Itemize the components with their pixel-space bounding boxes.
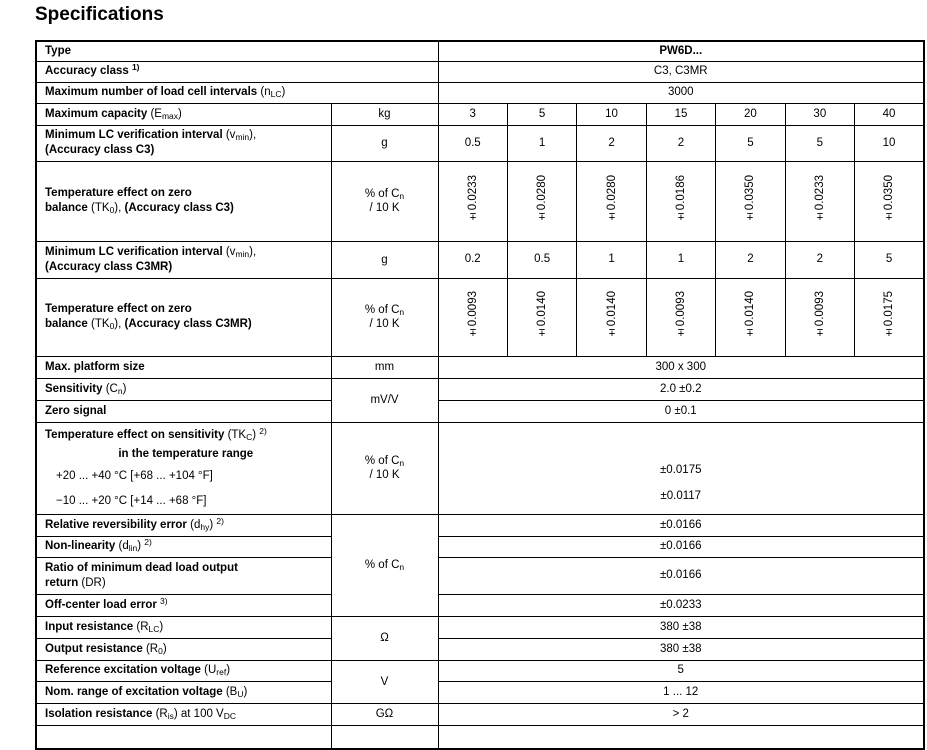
value-cell: 2 [785,241,854,278]
unit-cell: g [331,125,438,161]
value-cell [646,161,715,241]
value-cell: 10 [855,125,924,161]
value-cell [646,278,715,356]
type-value: PW6D... [438,41,924,61]
value-cell: > 2 [438,703,924,725]
row-label: Reference excitation voltage $(U_{ref})$ [36,660,331,681]
row-min-lc-c3 [36,125,924,161]
row-min-lc-c3mr [36,241,924,278]
value-cell [507,161,576,241]
row-off-center-error [36,594,924,616]
value-cell: 380 ±38 [438,616,924,638]
vertical-value: ±0.0140 [605,290,618,339]
value-cell [577,161,646,241]
unit-cell: mm [331,356,438,378]
label-line: in the temperature range [118,447,254,460]
row-reference-voltage [36,660,924,681]
row-label: Off-center load error $^{3)}$ [36,594,331,616]
value-cell [785,278,854,356]
unit-cell: % of $C_n$ / 10 K [331,161,438,241]
value-cell: 3 [438,103,507,125]
value-cell: ±0.0166 [438,536,924,557]
row-reversibility-error [36,514,924,536]
row-temp-zero-c3mr [36,278,924,356]
value-cell: 20 [716,103,785,125]
row-label: Isolation resistance $(R_{is})$ at 100 $V_{DC}$ [36,703,331,725]
row-max-capacity [36,103,924,125]
row-label: Accuracy class $^{1)}$ [36,61,438,82]
value-cell: 5 [438,660,924,681]
row-non-linearity [36,536,924,557]
page-title: Specifications [35,4,164,25]
value-cell: 2 [716,241,785,278]
row-platform-size [36,356,924,378]
value-cell: 10 [577,103,646,125]
value-cell: 1 [646,241,715,278]
row-label: Output resistance $(R_0)$ [36,638,331,660]
unit-cell [331,725,438,749]
value-cell: 5 [785,125,854,161]
vertical-value: ±0.0093 [813,290,826,339]
value-cell [855,161,924,241]
row-zero-signal [36,400,924,422]
unit-cell: Ω [331,616,438,660]
value-cell [785,161,854,241]
vertical-value: ±0.0233 [813,174,826,223]
row-label: Temperature effect on zero balance $(TK_0)$, (Accuracy class C3) [36,161,331,241]
vertical-value: ±0.0093 [466,290,479,339]
row-label: Maximum capacity $(E_{max})$ [36,103,331,125]
value-cell: 40 [855,103,924,125]
value-cell [855,278,924,356]
row-isolation-resistance [36,703,924,725]
row-label [36,422,331,514]
vertical-value: ±0.0140 [744,290,757,339]
value-cell: 2.0 ±0.2 [438,378,924,400]
label-line: −10 ... +20 °C [+14 ... +68 °F] [56,494,207,507]
value-cell: 380 ±38 [438,638,924,660]
value-cell: 2 [646,125,715,161]
value-cell: 5 [716,125,785,161]
unit-cell: g [331,241,438,278]
row-label: Temperature effect on zero balance $(TK_0)$, (Accuracy class C3MR) [36,278,331,356]
value-cell [716,161,785,241]
vertical-value: ±0.0350 [744,174,757,223]
accuracy-value: C3, C3MR [438,61,924,82]
unit-cell: % of $C_n$ / 10 K [331,278,438,356]
value-cell [577,278,646,356]
value-cell: 2 [577,125,646,161]
row-label: Minimum LC verification interval $(v_{min})$, (Accuracy class C3MR) [36,241,331,278]
vertical-value: ±0.0093 [674,290,687,339]
value-cell [507,278,576,356]
value-cell: 0.5 [507,241,576,278]
value-cell: 1 [577,241,646,278]
intervals-value: 3000 [438,82,924,103]
vertical-value: ±0.0140 [536,290,549,339]
row-label: Nom. range of excitation voltage $(B_U)$ [36,681,331,703]
value-cell: ±0.0166 [438,557,924,594]
row-max-intervals [36,82,924,103]
value-cell: 0.2 [438,241,507,278]
value-cell [438,278,507,356]
row-output-resistance [36,638,924,660]
row-accuracy-class [36,61,924,82]
value-cell [438,161,507,241]
specifications-table [35,40,925,750]
value-cell: 1 ... 12 [438,681,924,703]
row-label: Maximum number of load cell intervals $(n_{LC})$ [36,82,438,103]
row-partial-clipped [36,725,924,749]
row-dead-load-return [36,557,924,594]
value-line: ±0.0117 [660,489,702,502]
value-cell [438,422,924,514]
unit-cell: kg [331,103,438,125]
value-cell: 15 [646,103,715,125]
vertical-value: ±0.0280 [605,174,618,223]
value-cell: 5 [507,103,576,125]
row-temp-sensitivity [36,422,924,514]
row-label: Max. platform size [36,356,331,378]
row-excitation-range [36,681,924,703]
row-label: Sensitivity $(C_n)$ [36,378,331,400]
row-input-resistance [36,616,924,638]
row-label: Relative reversibility error $(d_{hy})$ $^{2)}$ [36,514,331,536]
value-cell: 30 [785,103,854,125]
row-label: Minimum LC verification interval $(v_{min})$, (Accuracy class C3) [36,125,331,161]
row-sensitivity [36,378,924,400]
value-cell [716,278,785,356]
unit-cell: % of $C_n$ [331,514,438,616]
value-cell: 300 x 300 [438,356,924,378]
value-cell: 0.5 [438,125,507,161]
row-type [36,41,924,61]
vertical-value: ±0.0233 [466,174,479,223]
value-line: ±0.0175 [660,463,702,476]
label-line: Temperature effect on sensitivity $(TK_C)$ $^{2)}$ [45,425,267,442]
value-cell: ±0.0166 [438,514,924,536]
value-cell: ±0.0233 [438,594,924,616]
value-cell: 1 [507,125,576,161]
unit-cell: V [331,660,438,703]
unit-cell: % of $C_n$ / 10 K [331,422,438,514]
label-line: +20 ... +40 °C [+68 ... +104 °F] [56,469,213,482]
vertical-value: ±0.0175 [883,290,896,339]
row-label [36,725,331,749]
value-cell: 0 ±0.1 [438,400,924,422]
vertical-value: ±0.0280 [536,174,549,223]
row-label: Input resistance $(R_{LC})$ [36,616,331,638]
unit-cell: mV/V [331,378,438,422]
row-label: Zero signal [36,400,331,422]
unit-cell: GΩ [331,703,438,725]
vertical-value: ±0.0186 [674,174,687,223]
row-temp-zero-c3 [36,161,924,241]
row-label: Type [36,41,438,61]
value-cell [438,725,924,749]
value-cell: 5 [855,241,924,278]
vertical-value: ±0.0350 [883,174,896,223]
row-label: Non-linearity $(d_{lin})$ $^{2)}$ [36,536,331,557]
row-label: Ratio of minimum dead load output return (DR) [36,557,331,594]
